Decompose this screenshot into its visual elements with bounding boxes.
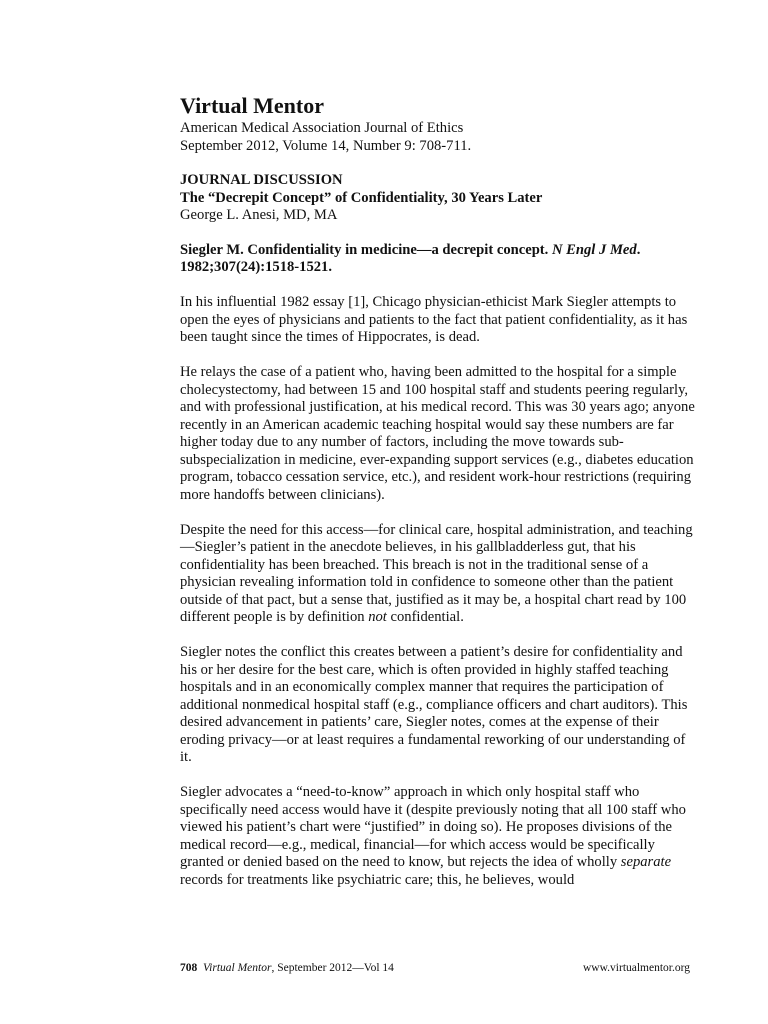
masthead-title: Virtual Mentor — [180, 93, 324, 118]
citation — [180, 242, 700, 277]
paragraph-1: In his influential 1982 essay [1], Chicago physician-ethicist Mark Siegler attempts to open the eyes of physicians and patients to the fact that patient confidentiality, as it has been taught since the times of Hippocrates, is dead. — [180, 294, 688, 345]
paragraph-3-emphasis: not — [368, 609, 387, 625]
citation-details: . 1982;307(24):1518-1521. — [180, 241, 641, 275]
footer-journal: Virtual Mentor — [203, 962, 272, 974]
paragraph-3-text: Despite the need for this access—for clinical care, hospital administration, and teaching—Siegler’s patient in the anecdote believes, in his gallbladderless gut, that his confidentiality has been breached. This breach is not in the traditional sense of a physician revealing information told in confidence to someone other than the patient outside of that pact, but a sense that, justified as it may be, a hospital chart read by 100 different people is by definition — [180, 521, 693, 625]
footer-issue: , September 2012—Vol 14 — [271, 962, 394, 974]
page-footer — [180, 961, 690, 975]
paragraph-3-end: confidential. — [386, 609, 464, 625]
paragraph-5-end: records for treatments like psychiatric care; this, he believes, would — [180, 871, 575, 888]
issue-info: September 2012, Volume 14, Number 9: 708-711. — [180, 137, 472, 154]
paragraph-4: Siegler notes the conflict this creates between a patient’s desire for confidentiality and his or her desire for the best care, which is often provided in highly staffed teaching hospitals and in an economically complex manner that requires the participation of additional nonmedical hospital staff (e.g., compliance officers and chart auditors). This desired advancement in patients’ care, Siegler notes, comes at the expense of their eroding privacy—or at least requires a fundamental reworking of our understanding of it. — [180, 644, 688, 765]
journal-name: American Medical Association Journal of Ethics — [180, 120, 464, 136]
page-content — [180, 92, 700, 907]
article-author: George L. Anesi, MD, MA — [180, 207, 338, 223]
paragraph-2: He relays the case of a patient who, having been admitted to the hospital for a simple cholecystectomy, had between 15 and 100 hospital staff and students peering regularly, and with professional justification, at his medical record. This was 30 years ago; anyone recently in an American academic teaching hospital would say these numbers are far higher today due to any number of factors, including the move towards sub-subspecialization in medicine, ever-expanding support services (e.g., diabetes education program, tobacco cessation service, etc.), and resident work-hour restrictions (requiring more handoffs between clinicians). — [180, 364, 695, 503]
article-headline: The “Decrepit Concept” of Confidentiality, 30 Years Later — [180, 189, 543, 206]
page-number: 708 — [180, 962, 198, 974]
citation-text: Siegler M. Confidentiality in medicine—a decrepit concept. — [180, 241, 552, 258]
section-label: JOURNAL DISCUSSION — [180, 172, 343, 188]
paragraph-3 — [180, 522, 700, 627]
paragraph-5 — [180, 784, 700, 889]
citation-journal: N Engl J Med — [551, 241, 637, 258]
paragraph-5-text: Siegler advocates a “need-to-know” approach in which only hospital staff who specifically need access would have it (despite previously noting that all 100 staff who viewed his patient’s chart were “justified” in doing so). He proposes divisions of the medical record—e.g., medical, financial—for which access would be specifically granted or denied based on the need to know, but rejects the idea of wholly — [180, 784, 686, 870]
footer-url[interactable]: www.virtualmentor.org — [583, 962, 690, 974]
footer-left — [180, 961, 394, 975]
paragraph-5-emphasis: separate — [620, 854, 672, 870]
